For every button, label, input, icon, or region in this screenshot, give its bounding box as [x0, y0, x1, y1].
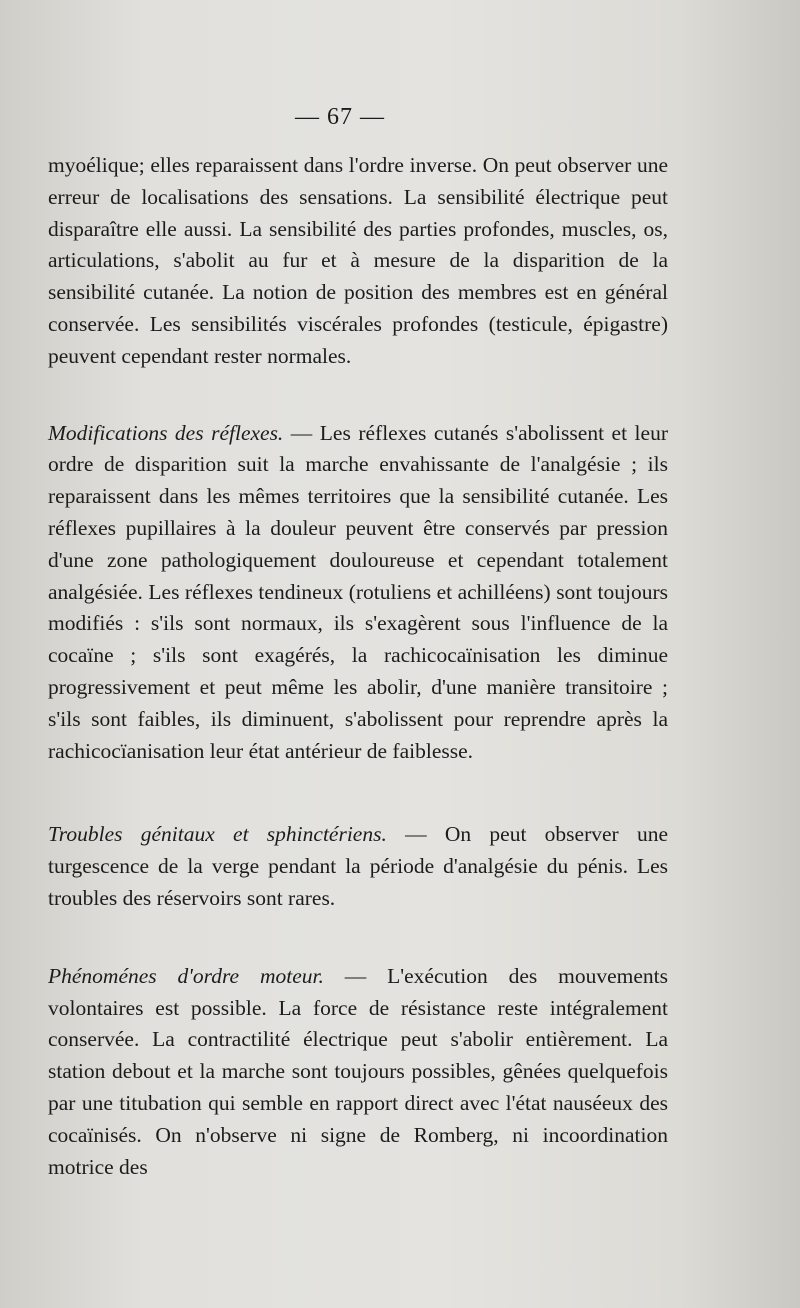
page-number: — 67 —: [295, 104, 385, 130]
paragraph-reflexes: [48, 418, 668, 768]
paragraph-troubles-genitaux: [48, 819, 668, 914]
page-body: [48, 150, 668, 1183]
paragraph-text: — Les réflexes cutanés s'abolissent et leur ordre de disparition suit la marche envahissante de l'analgésie ; ils reparaissent dans les mêmes territoires que la sensibilité cutanée. Les réflexes pupillaires à la douleur peuvent être conservés par pression d'une zone pathologiquement douloureuse et cependant totalement analgésiée. Les réflexes tendineux (rotuliens et achilléens) sont toujours modifiés : s'ils sont normaux, ils s'exagèrent sous l'influence de la cocaïne ; s'ils sont exagérés, la rachicocaïnisation les diminue progressivement et peut même les abolir, d'une manière transitoire ; s'ils sont faibles, ils diminuent, s'abolissent pour reprendre après la rachicocïanisation leur état antérieur de faiblesse.: [48, 420, 668, 763]
section-heading-troubles: Troubles génitaux et sphinctériens.: [48, 822, 387, 847]
paragraph-text: — L'exécution des mouvements volontaires est possible. La force de résistance reste intégralement conservée. La contractilité électrique peut s'abolir entièrement. La station debout et la marche sont toujours possibles, gênées quelquefois par une titubation qui semble en rapport direct avec l'état nauséeux des cocaïnisés. On n'observe ni signe de Romberg, ni incoordination motrice des: [48, 963, 668, 1179]
paragraph-sensibilite: [48, 150, 668, 373]
section-heading-reflexes: Modifications des réflexes.: [48, 420, 284, 445]
paragraph-text: myoélique; elles reparaissent dans l'ordre inverse. On peut observer une erreur de localisations des sensations. La sensibilité électrique peut disparaître elle aussi. La sensibilité des parties profondes, muscles, os, articulations, s'abolit au fur et à mesure de la disparition de la sensibilité cutanée. La notion de position des membres est en général conservée. Les sensibilités viscérales profondes (testicule, épigastre) peuvent cependant rester normales.: [48, 153, 668, 368]
paragraph-phenomenes-moteurs: [48, 961, 668, 1184]
section-heading-phenomenes: Phénoménes d'ordre moteur.: [48, 963, 324, 988]
paragraph-text: — On peut observer une turgescence de la verge pendant la période d'analgésie du pénis. Les troubles des réservoirs sont rares.: [48, 822, 669, 910]
